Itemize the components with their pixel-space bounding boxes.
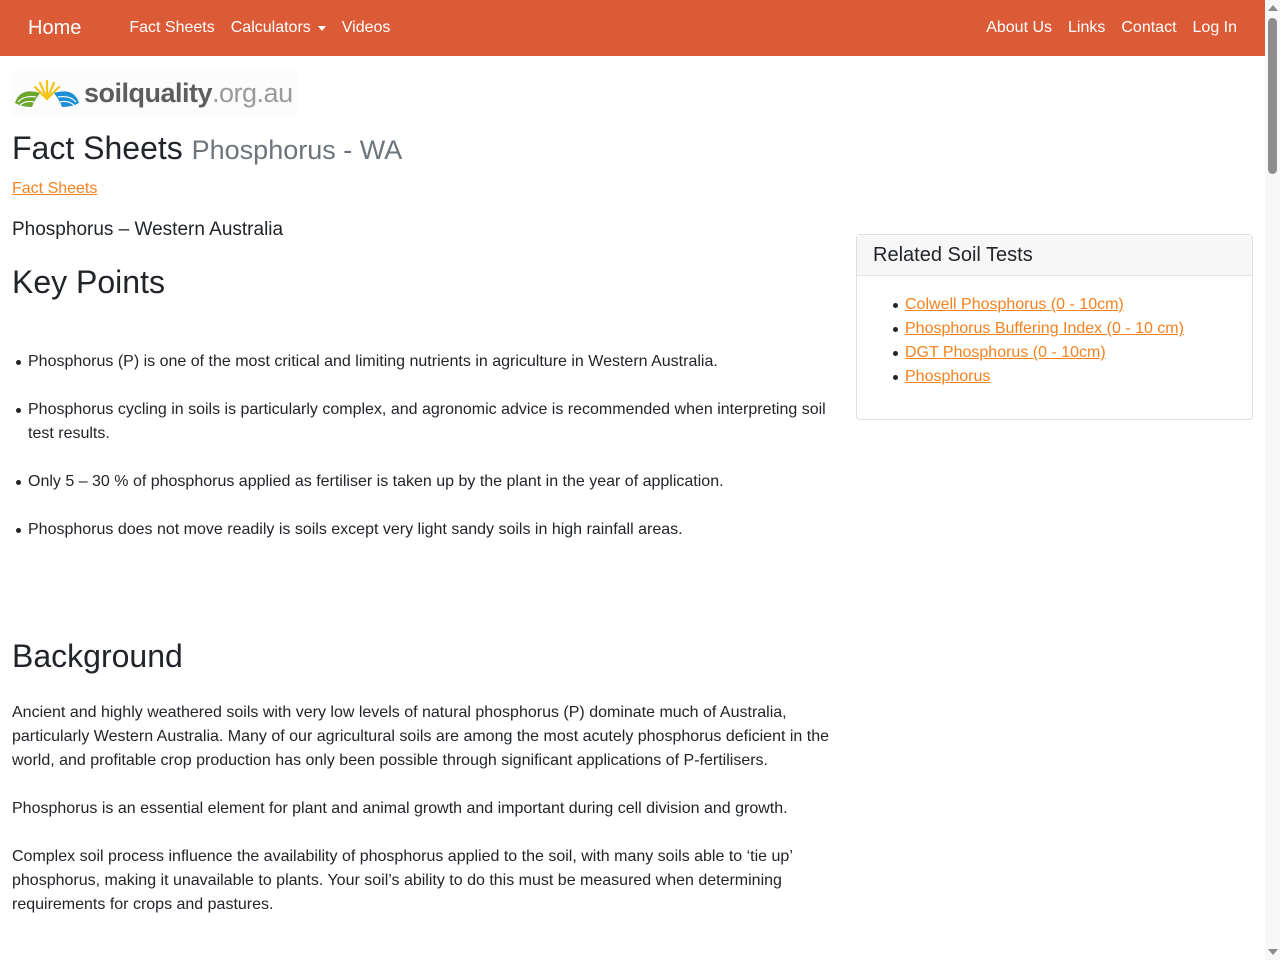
breadcrumb-fact-sheets-link[interactable]: Fact Sheets <box>12 180 98 197</box>
scrollbar-thumb[interactable] <box>1268 18 1277 174</box>
list-item <box>905 341 1252 365</box>
top-navbar <box>0 0 1265 56</box>
nav-home-link[interactable]: Home <box>28 16 82 39</box>
related-soil-tests-list <box>857 276 1252 389</box>
nav-contact-link[interactable]: Contact <box>1121 19 1177 36</box>
list-item <box>905 293 1252 317</box>
list-item: Phosphorus cycling in soils is particularly complex, and agronomic advice is recommended when interpreting soil test results. <box>12 398 842 446</box>
related-test-link-phosphorus[interactable]: Phosphorus <box>905 368 991 385</box>
scroll-down-arrow-icon[interactable] <box>1268 949 1278 955</box>
background-paragraph: Ancient and highly weathered soils with very low levels of natural phosphorus (P) dominate much of Australia, particularly Western Australia. Many of our agricultural soils are among the most acutely phosphorus deficient in the world, and profitable crop production has only been possible through significant applications of P-fertilisers. <box>12 704 829 769</box>
nav-calculators-dropdown[interactable] <box>223 19 334 37</box>
nav-login-link[interactable]: Log In <box>1192 19 1237 36</box>
related-test-link-pbi[interactable]: Phosphorus Buffering Index (0 - 10 cm) <box>905 320 1184 337</box>
key-points-heading: Key Points <box>12 264 165 300</box>
list-item <box>905 317 1252 341</box>
list-item <box>905 365 1252 389</box>
fact-sheet-subtitle: Phosphorus – Western Australia <box>12 219 284 240</box>
background-paragraph: Complex soil process influence the availability of phosphorus applied to the soil, with many soils able to ‘tie up’ phosphorus, making it unavailable to plants. Your soil’s ability to do this must be measured when determining requirements for crops and pastures. <box>12 848 793 913</box>
list-item: Phosphorus (P) is one of the most critical and limiting nutrients in agriculture in Western Australia. <box>12 350 842 374</box>
page-title: Fact Sheets Phosphorus - WA <box>12 130 403 166</box>
nav-fact-sheets-link[interactable]: Fact Sheets <box>129 19 215 36</box>
nav-calculators-label: Calculators <box>230 19 311 36</box>
list-item: Only 5 – 30 % of phosphorus applied as fertiliser is taken up by the plant in the year of application. <box>12 470 842 494</box>
related-test-link-dgt[interactable]: DGT Phosphorus (0 - 10cm) <box>905 344 1106 361</box>
page-scrollbar[interactable] <box>1265 0 1280 960</box>
background-paragraph: Phosphorus is an essential element for plant and animal growth and important during cell division and growth. <box>12 800 788 817</box>
scroll-up-arrow-icon[interactable] <box>1268 5 1278 11</box>
key-points-list <box>12 350 842 566</box>
nav-links-link[interactable]: Links <box>1068 19 1106 36</box>
logo-text: soilquality.org.au <box>84 77 293 108</box>
caret-down-icon <box>318 26 326 31</box>
nav-about-us-link[interactable]: About Us <box>986 19 1053 36</box>
related-soil-tests-card <box>856 234 1253 420</box>
sunrise-logo-icon <box>12 77 82 109</box>
background-section <box>12 701 842 941</box>
related-test-link-colwell[interactable]: Colwell Phosphorus (0 - 10cm) <box>905 296 1124 313</box>
background-heading: Background <box>12 638 183 674</box>
nav-left-group <box>121 19 398 37</box>
related-soil-tests-heading: Related Soil Tests <box>857 235 1252 276</box>
nav-right-group <box>978 19 1245 37</box>
list-item: Phosphorus does not move readily is soils except very light sandy soils in high rainfall areas. <box>12 518 842 542</box>
page-subtitle-small: Phosphorus - WA <box>191 135 403 165</box>
site-logo[interactable] <box>12 70 298 116</box>
nav-videos-link[interactable]: Videos <box>341 19 391 36</box>
